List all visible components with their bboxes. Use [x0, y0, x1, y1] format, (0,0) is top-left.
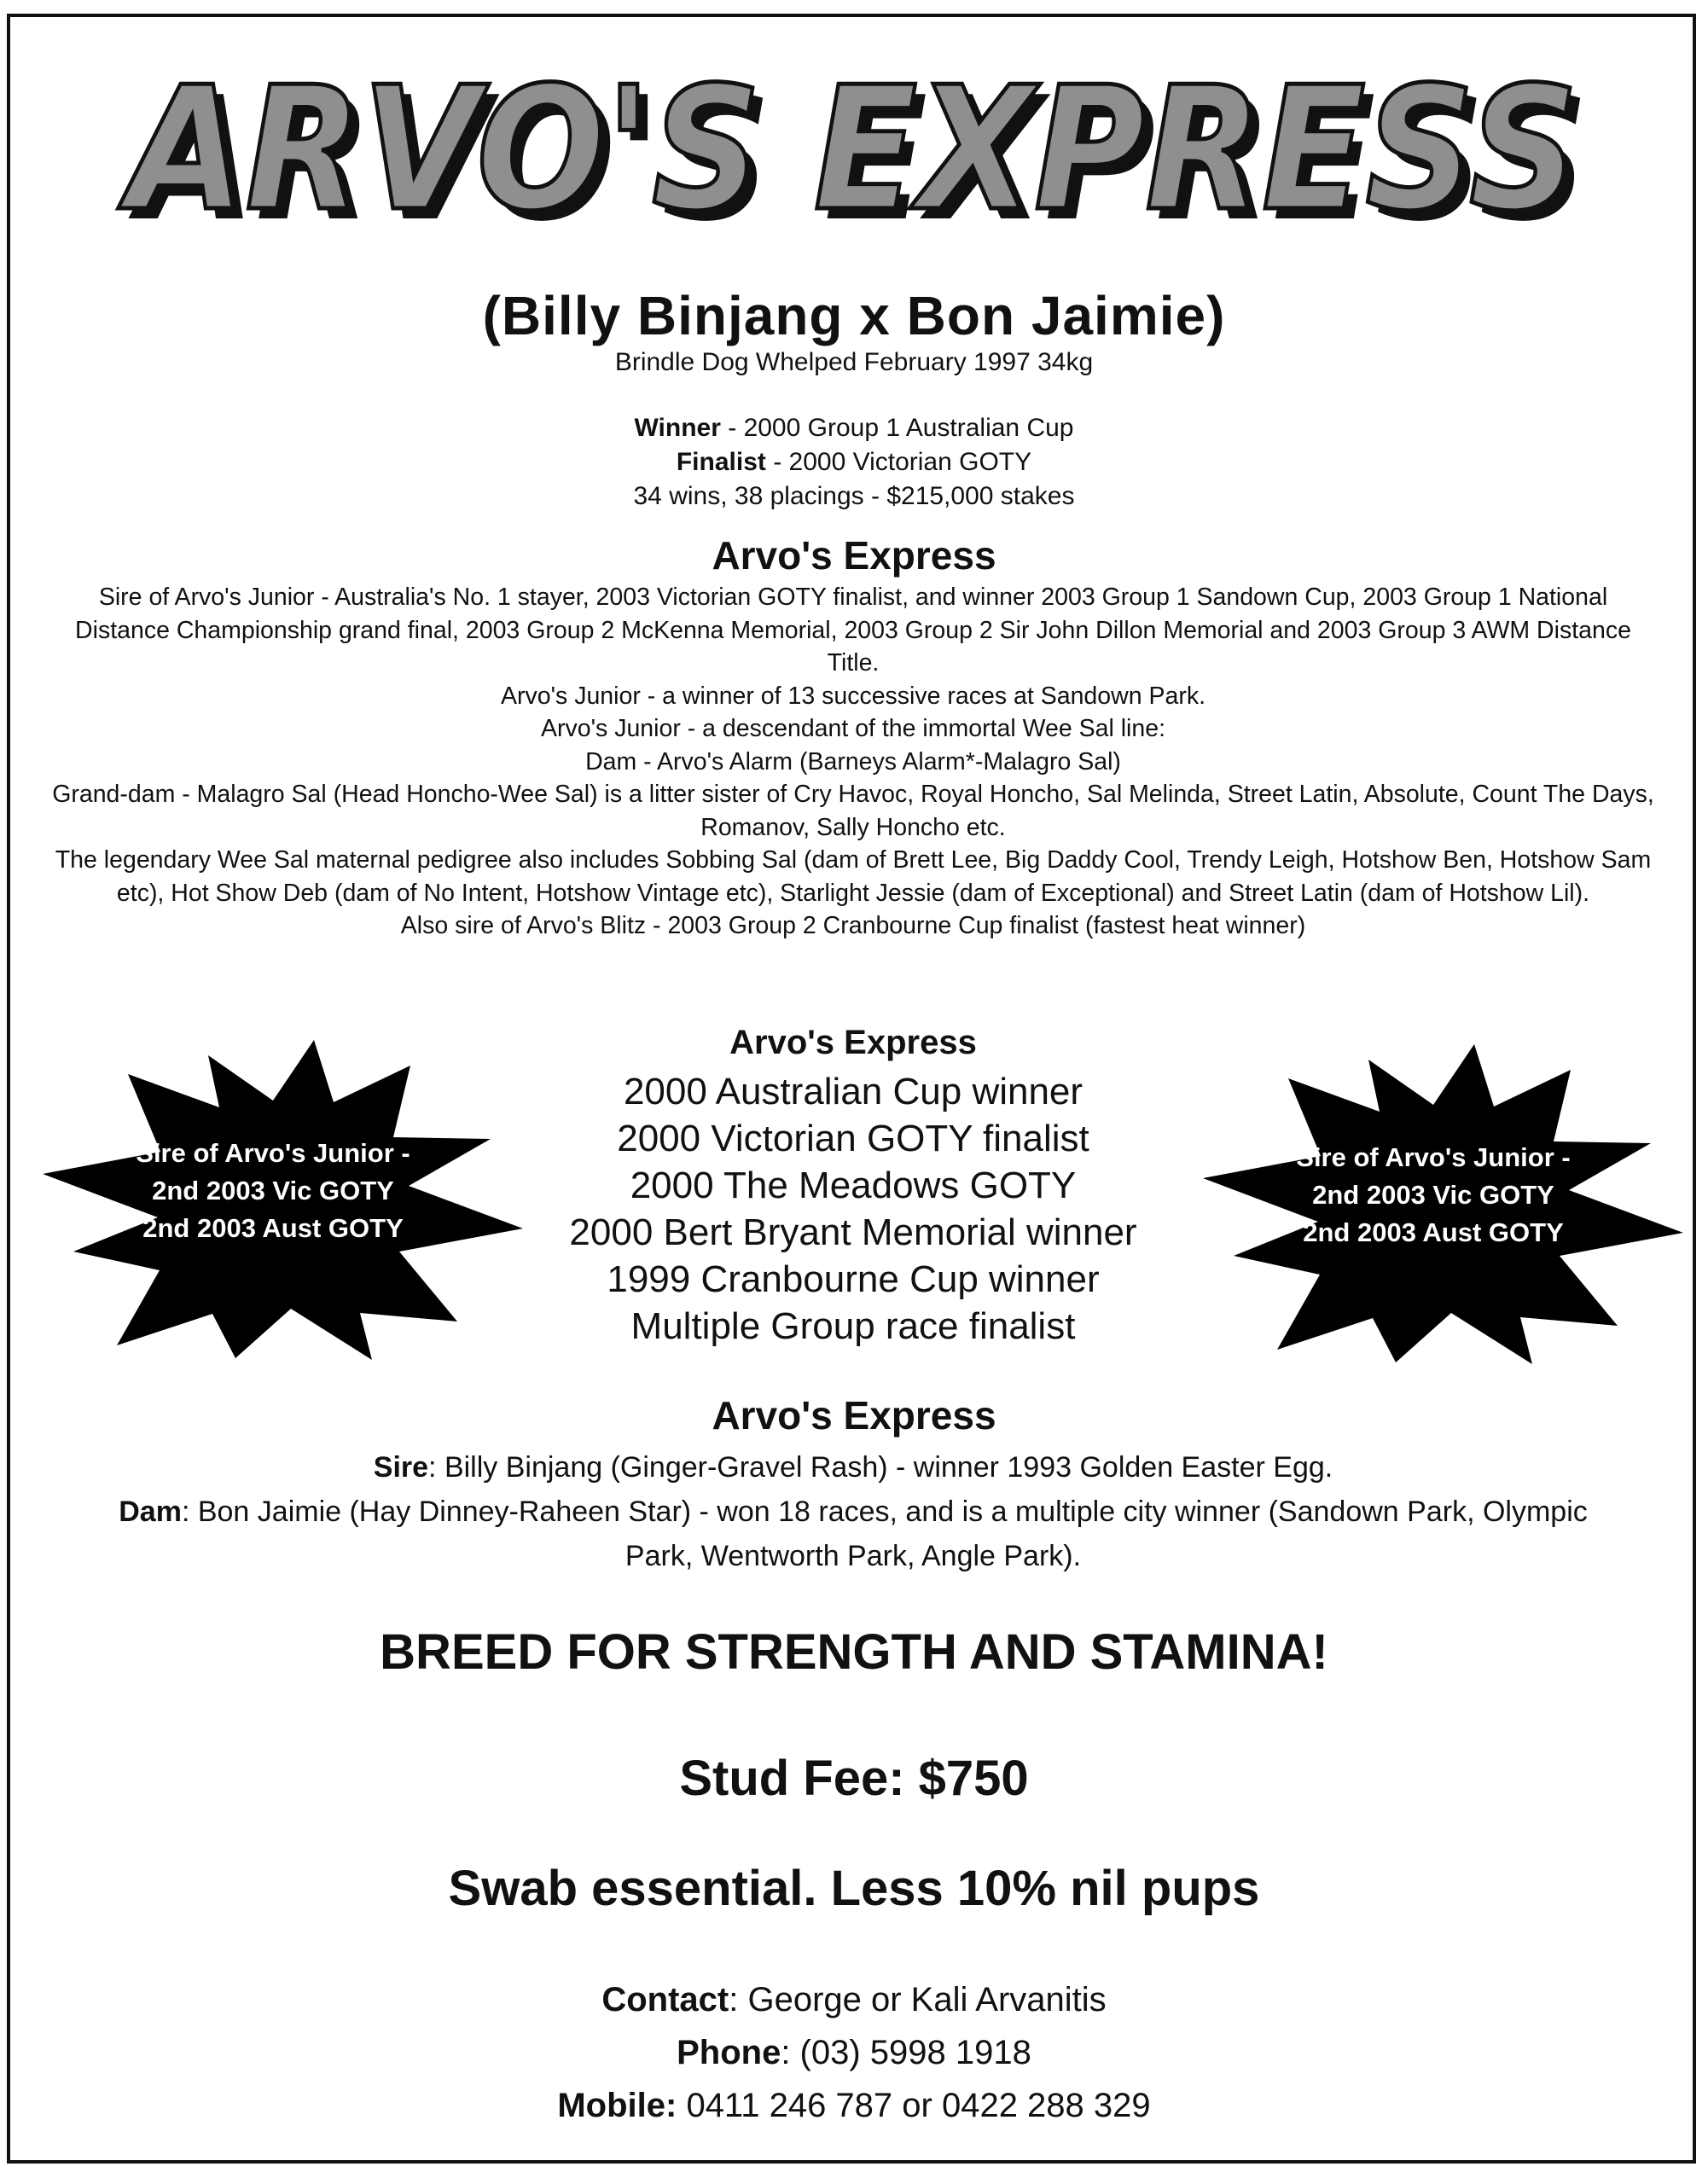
finalist-label: Finalist: [676, 448, 766, 476]
achievement-item: Multiple Group race finalist: [630, 1305, 1076, 1347]
progeny-paragraph: Sire of Arvo's Junior - Australia's No. 1 stayer, 2003 Victorian GOTY finalist, and winner 2003 Group 1 Sandown Cup, 2003 Group 1 National Distance Championship grand final, 2003 Group 2 McKenna Memorial, 2003 Group 2 Sir John Dillon Memorial and 2003 Group 3 AWM Distance Title.: [75, 584, 1631, 677]
masthead-graphic: [102, 43, 1604, 256]
parents-heading: Arvo's Express: [712, 1393, 996, 1438]
starburst-line: Sire of Arvo's Junior -: [1296, 1142, 1571, 1172]
achievement-item: 2000 Victorian GOTY finalist: [617, 1118, 1089, 1159]
achievement-item: 2000 Australian Cup winner: [623, 1071, 1083, 1112]
dam-label: Dam: [119, 1496, 182, 1528]
contact-value: : George or Kali Arvanitis: [729, 1981, 1107, 2018]
progeny-paragraph: Also sire of Arvo's Blitz - 2003 Group 2 Cranbourne Cup finalist (fastest heat winner): [400, 912, 1306, 939]
achievement-item: 2000 The Meadows GOTY: [630, 1165, 1077, 1206]
starburst-left: [17, 1011, 529, 1369]
phone-line: [0, 2026, 1708, 2079]
phone-value: : (03) 5998 1918: [781, 2034, 1031, 2071]
finalist-line: [0, 445, 1708, 479]
mobile-value: 0411 246 787 or 0422 288 329: [677, 2087, 1151, 2124]
mobile-label: Mobile:: [557, 2087, 677, 2124]
achievement-item: 1999 Cranbourne Cup winner: [607, 1258, 1100, 1300]
sire-label: Sire: [373, 1451, 429, 1484]
parents-text: [85, 1445, 1621, 1578]
progeny-heading: Arvo's Express: [712, 533, 996, 578]
tagline: BREED FOR STRENGTH AND STAMINA!: [380, 1624, 1328, 1680]
starburst-line: 2nd 2003 Vic GOTY: [1312, 1180, 1554, 1210]
progeny-paragraph: Arvo's Junior - a descendant of the immortal Wee Sal line:: [540, 715, 1165, 742]
progeny-paragraph: The legendary Wee Sal maternal pedigree also includes Sobbing Sal (dam of Brett Lee, Big Daddy Cool, Trendy Leigh, Hotshow Ben, Hotshow Sam etc), Hot Show Deb (dam of No Intent, Hotshow Vintage etc), Starlight Jessie (dam of Exceptional) and Street Latin (dam of Hotshow Lil).: [55, 846, 1652, 907]
achievements-heading: Arvo's Express: [729, 1024, 977, 1061]
pedigree-line: (Billy Binjang x Bon Jaimie): [482, 285, 1226, 346]
title-shadow: ARVO'S EXPRESS: [128, 61, 1589, 256]
race-record: 34 wins, 38 placings - $215,000 stakes: [633, 482, 1075, 510]
starburst-line: 2nd 2003 Vic GOTY: [152, 1176, 394, 1205]
sire-line: [85, 1445, 1621, 1490]
winner-line: [0, 411, 1708, 445]
dog-details: Brindle Dog Whelped February 1997 34kg: [614, 348, 1094, 376]
starburst-right-text: [1177, 1139, 1689, 1252]
masthead: [102, 43, 1604, 256]
starburst-line: 2nd 2003 Aust GOTY: [1303, 1217, 1564, 1247]
achievement-item: 2000 Bert Bryant Memorial winner: [569, 1211, 1137, 1253]
winner-label: Winner: [634, 414, 721, 442]
dam-line: [85, 1490, 1621, 1578]
sire-text: : Billy Binjang (Ginger-Gravel Rash) - winner 1993 Golden Easter Egg.: [428, 1451, 1333, 1484]
progeny-paragraph: Dam - Arvo's Alarm (Barneys Alarm*-Malagro Sal): [585, 747, 1121, 775]
phone-label: Phone: [677, 2034, 781, 2071]
stud-fee: Stud Fee: $750: [679, 1751, 1029, 1806]
progeny-paragraph: Grand-dam - Malagro Sal (Head Honcho-Wee Sal) is a litter sister of Cry Havoc, Royal Honcho, Sal Melinda, Street Latin, Absolute, Count The Days, Romanov, Sally Honcho etc.: [52, 781, 1654, 841]
achievements-block: [478, 1017, 1229, 1350]
starburst-line: 2nd 2003 Aust GOTY: [142, 1213, 404, 1243]
contact-label: Contact: [601, 1981, 729, 2018]
starburst-left-text: [17, 1135, 529, 1247]
page-title: ARVO'S EXPRESS: [118, 50, 1578, 249]
finalist-text: - 2000 Victorian GOTY: [765, 448, 1032, 476]
dam-text: : Bon Jaimie (Hay Dinney-Raheen Star) - won 18 races, and is a multiple city winner (Sandown Park, Olympic Park, Wentworth Park, Angle Park).: [181, 1496, 1588, 1572]
starburst-line: Sire of Arvo's Junior -: [136, 1138, 410, 1168]
winner-text: - 2000 Group 1 Australian Cup: [720, 414, 1074, 442]
contact-line: [0, 1973, 1708, 2026]
progeny-text: [51, 581, 1655, 943]
starburst-right: [1177, 1015, 1689, 1374]
mobile-line: [0, 2079, 1708, 2132]
terms: Swab essential. Less 10% nil pups: [448, 1861, 1260, 1916]
progeny-paragraph: Arvo's Junior - a winner of 13 successive races at Sandown Park.: [501, 682, 1205, 710]
